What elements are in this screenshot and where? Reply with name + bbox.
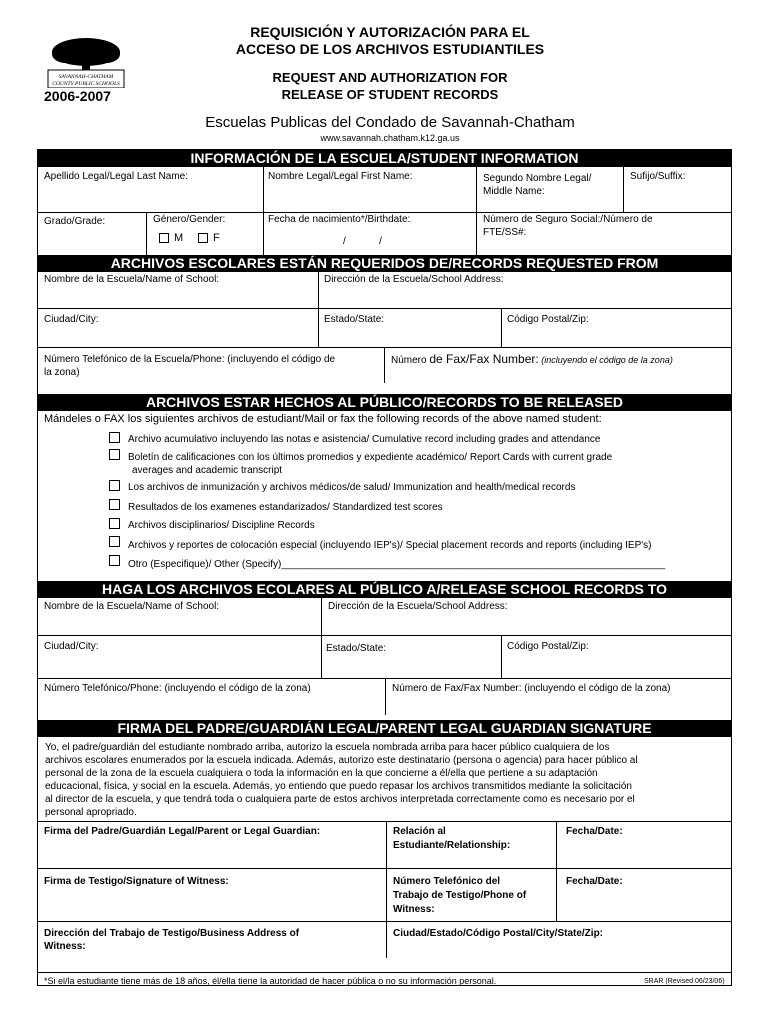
birthdate-label: Fecha de nacimiento*/Birthdate: — [268, 214, 411, 225]
witness-phone-label-3: Witness: — [393, 904, 435, 915]
relationship-label-2: Estudiante/Relationship: — [393, 840, 511, 851]
title-es-line-2: ACCESO DE LOS ARCHIVOS ESTUDIANTILES — [235, 41, 545, 57]
cumulative-record-checkbox[interactable] — [109, 432, 120, 443]
release-to-heading: HAGA LOS ARCHIVOS ECOLARES AL PÚBLICO A/RELEASE SCHOOL RECORDS TO — [38, 581, 731, 598]
released-instruction: Mándeles o FAX los siguientes archivos de estudiant/Mail or fax the following records of the above named student: — [44, 413, 602, 425]
witness-phone-label-2: Trabajo de Testigo/Phone of — [393, 890, 527, 901]
to-school-name-label: Nombre de la Escuela/Name of School: — [44, 601, 220, 612]
form-revision: SRAR (Revised 06/23/06) — [644, 978, 725, 985]
svg-text:COUNTY PUBLIC SCHOOLS: COUNTY PUBLIC SCHOOLS — [52, 81, 120, 87]
other-checkbox[interactable] — [109, 555, 120, 566]
immunization-label: Los archivos de inmunización y archivos médicos/de salud/ Immunization and health/medical records — [128, 482, 576, 493]
cumulative-record-label: Archivo acumulativo incluyendo las notas e asistencia/ Cumulative record including grades and attendance — [128, 434, 601, 445]
title-en-line-2: RELEASE OF STUDENT RECORDS — [281, 87, 499, 102]
ssn-label-2: FTE/SS#: — [483, 227, 527, 238]
signature-heading: FIRMA DEL PADRE/GUARDIÁN LEGAL/PARENT LEGAL GUARDIAN SIGNATURE — [38, 720, 731, 737]
svg-text:SAVANNAH-CHATHAM: SAVANNAH-CHATHAM — [58, 74, 114, 80]
to-state-label: Estado/State: — [326, 643, 387, 654]
oak-tree-icon — [46, 34, 126, 88]
district-logo — [46, 34, 126, 88]
special-placement-checkbox[interactable] — [109, 536, 120, 547]
witness-date-label: Fecha/Date: — [566, 876, 623, 887]
report-cards-checkbox[interactable] — [109, 449, 120, 460]
title-en-line-1: REQUEST AND AUTHORIZATION FOR — [272, 70, 508, 85]
parent-signature-label: Firma del Padre/Guardián Legal/Parent or Legal Guardian: — [44, 826, 321, 837]
test-scores-checkbox[interactable] — [109, 499, 120, 510]
discipline-records-checkbox[interactable] — [109, 518, 120, 529]
ssn-label-1: Número de Seguro Social:/Número de — [483, 214, 653, 225]
grade-label: Grado/Grade: — [44, 216, 106, 227]
report-cards-label: Boletín de calificaciones con los últimos promedios y expediente académico/ Report Cards with current grade — [128, 452, 613, 463]
last-name-label: Apellido Legal/Legal Last Name: — [44, 171, 188, 182]
footnote: *Si el/la estudiante tiene más de 18 años, él/ella tiene la autoridad de hacer pública o no su información personal. — [44, 976, 497, 986]
suffix-label: Sufijo/Suffix: — [630, 171, 686, 182]
req-school-name-label: Nombre de la Escuela/Name of School: — [44, 274, 220, 285]
to-city-label: Ciudad/City: — [44, 641, 99, 652]
gender-label: Género/Gender: — [153, 214, 226, 225]
records-requested-heading: ARCHIVOS ESCOLARES ESTÁN REQUERIDOS DE/RECORDS REQUESTED FROM — [38, 255, 731, 272]
school-year: 2006-2007 — [44, 88, 111, 104]
female-checkbox[interactable] — [198, 233, 208, 243]
parent-date-label: Fecha/Date: — [566, 826, 623, 837]
report-cards-label-cont: averages and academic transcript — [132, 465, 283, 476]
req-phone-label-2: la zona) — [44, 367, 80, 378]
records-released-heading: ARCHIVOS ESTAR HECHOS AL PÚBLICO/RECORDS TO BE RELEASED — [38, 394, 731, 411]
authorization-paragraph: Yo, el padre/guardián del estudiante nombrado arriba, autorizo la escuela nombrada arriba para hacer público cualquiera de los archivos escolares enumerados por la escuela indicada. Además, autorizo este destinatario (persona o agencia) para hacer público al personal de la zona de la escuela cualquiera o toda la información en la que concierne a él/ella que pertiene a su adaptación educacional, física, y social en la escuela. Además, yo entiendo que puedo repasar los archivos transmitidos mediante la solicitación al director de la escuela, y que tendrá toda o cualquiera parte de estos archivos interpretada correctamente como es necesario por el personal apropriado. — [45, 742, 638, 818]
to-zip-label: Código Postal/Zip: — [507, 641, 589, 652]
witness-phone-label-1: Número Telefónico del — [393, 876, 501, 887]
immunization-checkbox[interactable] — [109, 480, 120, 491]
school-district-name: Escuelas Publicas del Condado de Savannah-Chatham — [205, 114, 575, 131]
discipline-records-label: Archivos disciplinarios/ Discipline Records — [128, 520, 315, 531]
req-fax-label: Número de Fax/Fax Number: (incluyendo el código de la zona) — [391, 352, 673, 366]
middle-name-label-1: Segundo Nombre Legal/ — [483, 173, 592, 184]
witness-city-state-zip-label: Ciudad/Estado/Código Postal/City/State/Zip: — [393, 928, 604, 939]
male-label: M — [174, 232, 184, 244]
to-school-address-label: Dirección de la Escuela/School Address: — [328, 601, 508, 612]
middle-name-label-2: Middle Name: — [483, 186, 545, 197]
req-phone-label-1: Número Telefónico de la Escuela/Phone: (incluyendo el código de — [44, 354, 336, 365]
records-form — [37, 149, 732, 986]
req-zip-label: Código Postal/Zip: — [507, 314, 589, 325]
male-checkbox[interactable] — [159, 233, 169, 243]
other-specify-label: Otro (Especifique)/ Other (Specify)_____________________________________________________________________ — [128, 559, 666, 570]
first-name-label: Nombre Legal/Legal First Name: — [268, 171, 413, 182]
req-state-label: Estado/State: — [324, 314, 385, 325]
website: www.savannah.chatham.k12.ga.us — [320, 133, 460, 143]
student-info-heading: INFORMACIÓN DE LA ESCUELA/STUDENT INFORMATION — [38, 150, 731, 167]
witness-signature-label: Firma de Testigo/Signature of Witness: — [44, 876, 229, 887]
req-school-address-label: Dirección de la Escuela/School Address: — [324, 274, 504, 285]
test-scores-label: Resultados de los examenes estandarizados/ Standardized test scores — [128, 502, 443, 513]
birthdate-separators: / / — [343, 236, 382, 247]
title-es-line-1: REQUISICIÓN Y AUTORIZACIÓN PARA EL — [250, 24, 530, 40]
req-city-label: Ciudad/City: — [44, 314, 99, 325]
witness-address-label-1: Dirección del Trabajo de Testigo/Business Address of — [44, 928, 300, 939]
witness-address-label-2: Witness: — [44, 941, 86, 952]
relationship-label-1: Relación al — [393, 826, 446, 837]
female-label: F — [213, 232, 220, 244]
to-fax-label: Número de Fax/Fax Number: (incluyendo el código de la zona) — [392, 683, 671, 694]
to-phone-label: Número Telefónico/Phone: (incluyendo el código de la zona) — [44, 683, 311, 694]
special-placement-label: Archivos y reportes de colocación especial (incluyendo IEP's)/ Special placement records and reports (including IEP's) — [128, 540, 652, 551]
